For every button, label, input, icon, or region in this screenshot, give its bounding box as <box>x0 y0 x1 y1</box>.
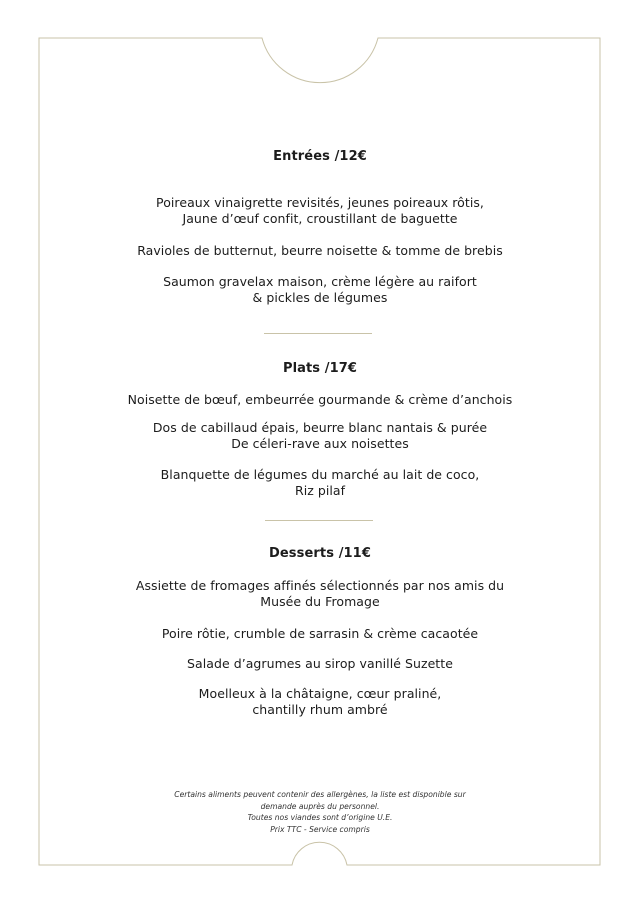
dish-item <box>40 626 600 642</box>
dish-line: Poire rôtie, crumble de sarrasin & crème cacaotée <box>161 626 479 641</box>
dish-line: Blanquette de légumes du marché au lait de coco, <box>160 467 480 482</box>
dish-line: & pickles de légumes <box>252 290 388 305</box>
footer-line: Prix TTC - Service compris <box>270 824 370 834</box>
section-divider <box>265 520 373 521</box>
dish-item <box>40 243 600 259</box>
dish-item <box>40 578 600 610</box>
dish-line: Musée du Fromage <box>260 594 380 609</box>
section-divider <box>264 333 372 334</box>
dish-line: Riz pilaf <box>294 483 346 498</box>
dish-item <box>40 467 600 499</box>
allergen-notice <box>40 789 600 835</box>
dish-item <box>40 420 600 452</box>
dish-line: Salade d’agrumes au sirop vanillé Suzette <box>187 656 453 671</box>
dish-item <box>40 392 600 408</box>
dish-item <box>40 195 600 227</box>
dish-line: Assiette de fromages affinés sélectionnés par nos amis du <box>135 578 505 593</box>
dish-item <box>40 656 600 672</box>
dish-line: Dos de cabillaud épais, beurre blanc nantais & purée <box>152 420 488 435</box>
dish-line: Ravioles de butternut, beurre noisette & tomme de brebis <box>137 243 503 258</box>
menu-content <box>40 0 600 905</box>
dish-line: Noisette de bœuf, embeurrée gourmande & crème d’anchois <box>127 392 513 407</box>
dish-item <box>40 274 600 306</box>
footer-line: Certains aliments peuvent contenir des allergènes, la liste est disponible sur <box>174 790 466 799</box>
section-title-desserts: Desserts /11€ <box>269 546 371 561</box>
section-title-entrees: Entrées /12€ <box>273 149 367 164</box>
dish-line: Jaune d’œuf confit, croustillant de baguette <box>182 211 458 226</box>
dish-line: chantilly rhum ambré <box>252 702 388 717</box>
dish-line: Saumon gravelax maison, crème légère au raifort <box>163 274 477 289</box>
dish-line: Poireaux vinaigrette revisités, jeunes poireaux rôtis, <box>156 195 484 210</box>
dish-item <box>40 686 600 718</box>
dish-line: De céleri-rave aux noisettes <box>231 436 409 451</box>
footer-line: Toutes nos viandes sont d’origine U.E. <box>247 813 393 822</box>
footer-line: demande auprès du personnel. <box>260 801 380 811</box>
section-title-plats: Plats /17€ <box>282 361 358 376</box>
dish-line: Moelleux à la châtaigne, cœur praliné, <box>198 686 442 701</box>
